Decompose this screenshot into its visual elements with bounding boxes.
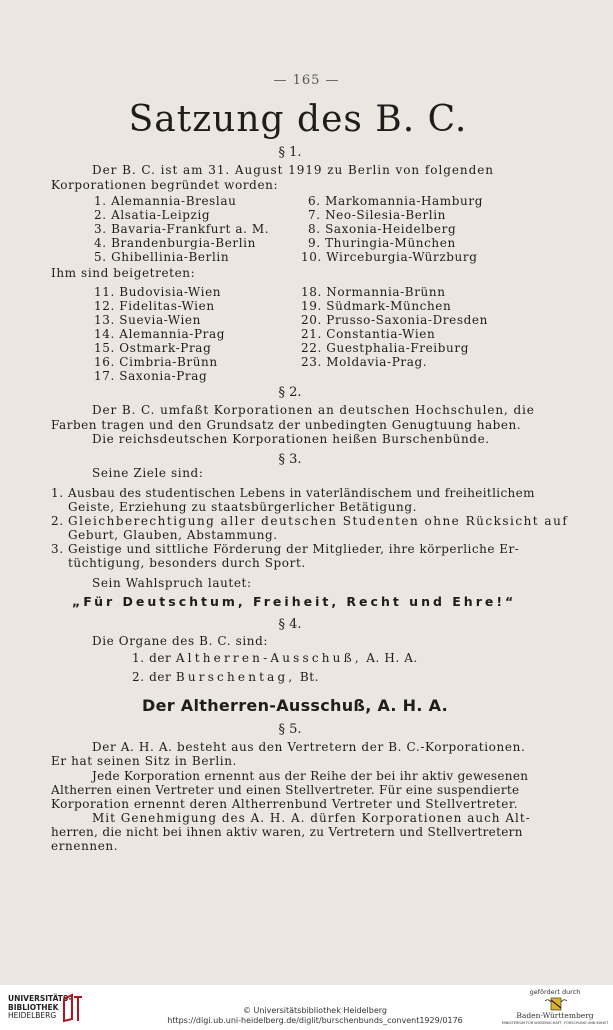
subsection-title: Der Altherren-Ausschuß, A. H. A. bbox=[142, 696, 448, 715]
aims-label: Seine Ziele sind: bbox=[92, 466, 204, 480]
paragraph-line: Der A. H. A. besteht aus den Vertretern der B. C.-Korporationen. bbox=[92, 740, 526, 754]
list-item: 5. Ghibellinia-Berlin bbox=[94, 250, 230, 264]
section-1-intro-line: Der B. C. ist am 31. August 1919 zu Berlin von folgenden bbox=[92, 163, 494, 177]
aim-number: 2. bbox=[51, 514, 64, 528]
aim-text: Ausbau des studentischen Lebens in vaterländischem und freiheitlichem bbox=[68, 486, 535, 500]
funded-by-label: gefördert durch bbox=[529, 988, 581, 996]
library-emblem-icon bbox=[62, 993, 84, 1027]
list-item: 12. Fidelitas-Wien bbox=[94, 299, 215, 313]
library-name-line: BIBLIOTHEK bbox=[8, 1002, 59, 1012]
page-title: Satzung des B. C. bbox=[128, 99, 468, 140]
paragraph-line: Altherren einen Vertreter und einen Stellvertreter. Für eine suspendierte bbox=[51, 783, 520, 797]
library-name-line: UNIVERSITÄTS- bbox=[8, 994, 72, 1003]
organ-name: Burschentag, bbox=[175, 670, 296, 684]
organ-name: Altherren-Ausschuß, bbox=[175, 651, 362, 665]
list-item: 1. Alemannia-Breslau bbox=[94, 194, 237, 208]
section-1-intro-line: Korporationen begründet worden: bbox=[51, 178, 279, 192]
section-3-heading: § 3. bbox=[278, 452, 302, 467]
footer-bar bbox=[0, 985, 613, 1030]
paragraph-line: Farben tragen und den Grundsatz der unbedingten Genugtuung haben. bbox=[51, 418, 522, 432]
motto: „Für Deutschtum, Freiheit, Recht und Ehre!“ bbox=[72, 594, 517, 609]
paragraph-line: Korporation ernennt deren Altherrenbund Vertreter und Stellvertreter. bbox=[51, 797, 519, 811]
list-item: 15. Ostmark-Prag bbox=[94, 341, 212, 355]
funder-ministry: MINISTERIUM FÜR WISSENSCHAFT, FORSCHUNG UND KUNST bbox=[501, 1021, 609, 1025]
list-item: 18. Normannia-Brünn bbox=[301, 285, 446, 299]
list-item: 14. Alemannia-Prag bbox=[94, 327, 225, 341]
paragraph-line: Mit Genehmigung des A. H. A. dürfen Korporationen auch Alt- bbox=[92, 811, 531, 825]
section-2-heading: § 2. bbox=[278, 385, 302, 400]
aim-number: 3. bbox=[51, 542, 64, 556]
list-item: 10. Wirceburgia-Würzburg bbox=[301, 250, 478, 264]
paragraph-line: Jede Korporation ernennt aus der Reihe der bei ihr aktiv gewesenen bbox=[92, 769, 529, 783]
joined-label: Ihm sind beigetreten: bbox=[51, 266, 196, 280]
aim-number: 1. bbox=[51, 486, 64, 500]
organ-item bbox=[132, 651, 418, 665]
library-name-line: HEIDELBERG bbox=[8, 1011, 57, 1020]
list-item: 11. Budovisia-Wien bbox=[94, 285, 222, 299]
organ-abbreviation: Bt. bbox=[299, 670, 320, 684]
list-item: 17. Saxonia-Prag bbox=[94, 369, 208, 383]
organ-number: 1. der bbox=[132, 651, 172, 665]
list-item: 23. Moldavia-Prag. bbox=[301, 355, 428, 369]
aim-text: Geburt, Glauben, Abstammung. bbox=[68, 528, 278, 542]
section-4-heading: § 4. bbox=[278, 617, 302, 632]
list-item: 21. Constantia-Wien bbox=[301, 327, 436, 341]
motto-label: Sein Wahlspruch lautet: bbox=[92, 576, 252, 590]
aim-text: tüchtigung, besonders durch Sport. bbox=[68, 556, 306, 570]
organ-item bbox=[132, 670, 319, 684]
paragraph-line: Er hat seinen Sitz in Berlin. bbox=[51, 754, 237, 768]
page-number: — 165 — bbox=[273, 73, 340, 88]
list-item: 22. Guestphalia-Freiburg bbox=[301, 341, 469, 355]
aim-text: Geistige und sittliche Förderung der Mitglieder, ihre körperliche Er- bbox=[68, 542, 520, 556]
paragraph-line: herren, die nicht bei ihnen aktiv waren, zu Vertretern und Stellvertretern bbox=[51, 825, 523, 839]
list-item: 13. Suevia-Wien bbox=[94, 313, 201, 327]
section-1-heading: § 1. bbox=[278, 145, 302, 160]
list-item: 9. Thuringia-München bbox=[308, 236, 456, 250]
list-item: 2. Alsatia-Leipzig bbox=[94, 208, 211, 222]
paragraph-line: ernennen. bbox=[51, 839, 119, 853]
permalink[interactable]: https://digi.ub.uni-heidelberg.de/diglit/burschenbunds_convent1929/0176 bbox=[167, 1016, 463, 1025]
section-5-heading: § 5. bbox=[278, 722, 302, 737]
funder-name: Baden-Württemberg bbox=[516, 1011, 594, 1020]
organ-number: 2. der bbox=[132, 670, 172, 684]
copyright-notice: © Universitätsbibliothek Heidelberg bbox=[242, 1006, 387, 1015]
organ-abbreviation: A. H. A. bbox=[366, 651, 418, 665]
list-item: 7. Neo-Silesia-Berlin bbox=[308, 208, 447, 222]
paragraph-line: Der B. C. umfaßt Korporationen an deutschen Hochschulen, die bbox=[92, 403, 535, 417]
aim-text: Geiste, Erziehung zu staatsbürgerlicher Betätigung. bbox=[68, 500, 418, 514]
list-item: 19. Südmark-München bbox=[301, 299, 452, 313]
aim-text: Gleichberechtigung aller deutschen Studenten ohne Rücksicht auf bbox=[68, 514, 569, 528]
organs-intro: Die Organe des B. C. sind: bbox=[92, 634, 269, 648]
list-item: 3. Bavaria-Frankfurt a. M. bbox=[94, 222, 270, 236]
list-item: 16. Cimbria-Brünn bbox=[94, 355, 218, 369]
paragraph-line: Die reichsdeutschen Korporationen heißen Burschenbünde. bbox=[92, 432, 490, 446]
list-item: 6. Markomannia-Hamburg bbox=[308, 194, 484, 208]
list-item: 4. Brandenburgia-Berlin bbox=[94, 236, 256, 250]
list-item: 8. Saxonia-Heidelberg bbox=[308, 222, 457, 236]
list-item: 20. Prusso-Saxonia-Dresden bbox=[301, 313, 488, 327]
